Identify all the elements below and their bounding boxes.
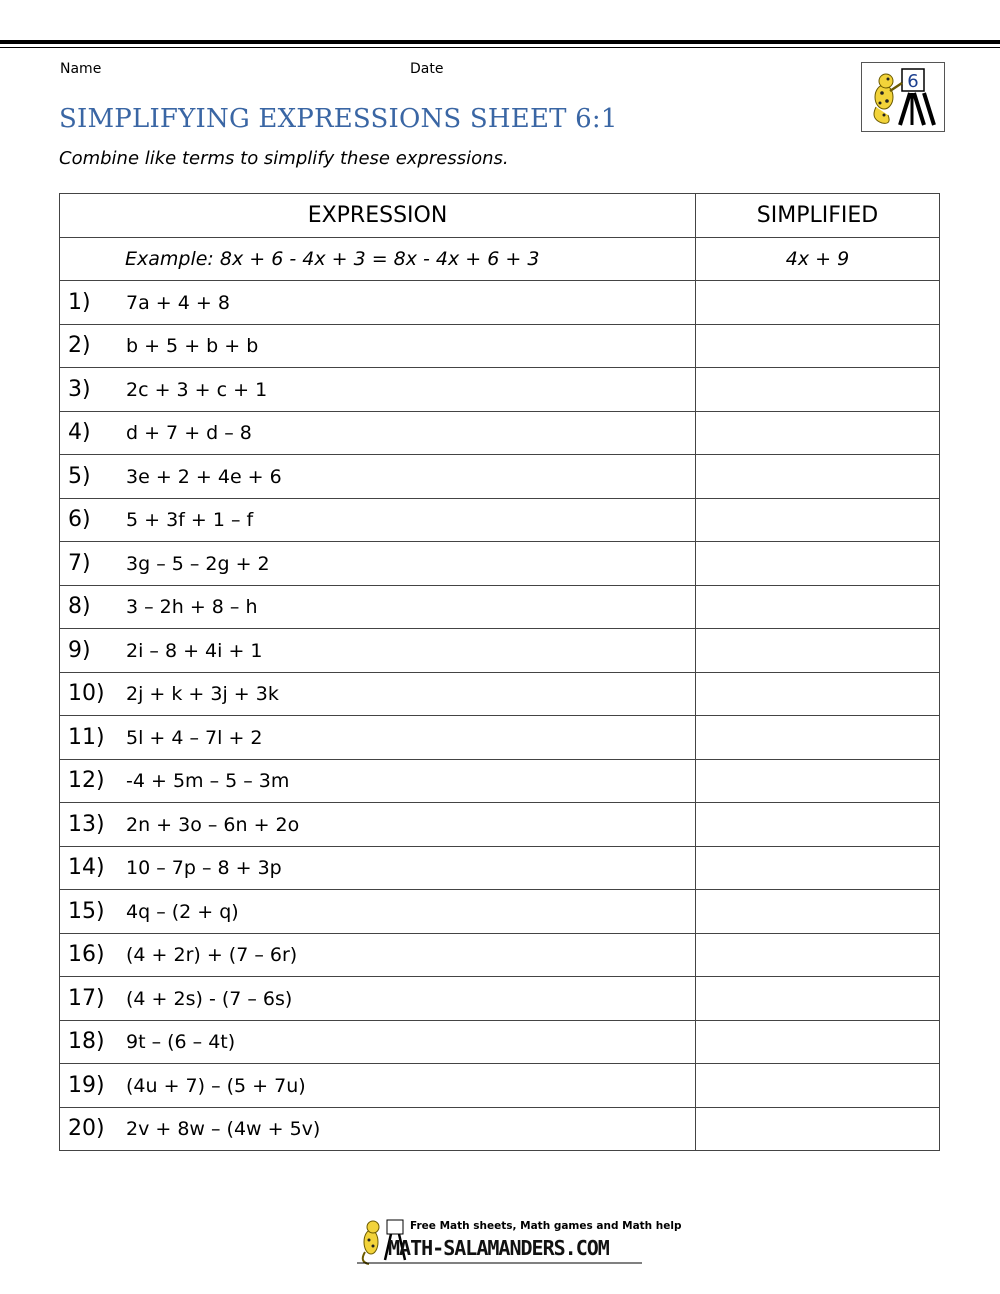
question-row [60, 803, 940, 847]
column-header-simplified: SIMPLIFIED [696, 194, 940, 238]
answer-cell[interactable] [696, 498, 940, 542]
question-row [60, 1020, 940, 1064]
top-rule-thin [0, 47, 1000, 48]
answer-cell[interactable] [696, 846, 940, 890]
question-row [60, 368, 940, 412]
answer-cell[interactable] [696, 368, 940, 412]
question-number: 15) [68, 898, 105, 924]
question-expression: 2v + 8w – (4w + 5v) [126, 1118, 321, 1141]
question-number: 2) [68, 333, 91, 359]
question-number: 7) [68, 550, 91, 576]
question-expression: 7a + 4 + 8 [126, 291, 230, 314]
question-expression: 3e + 2 + 4e + 6 [126, 465, 282, 488]
question-number: 4) [68, 420, 91, 446]
answer-cell[interactable] [696, 803, 940, 847]
question-row [60, 846, 940, 890]
answer-cell[interactable] [696, 1107, 940, 1151]
question-expression-cell [60, 846, 696, 890]
question-expression: (4u + 7) – (5 + 7u) [126, 1074, 306, 1097]
question-expression-cell [60, 411, 696, 455]
question-number: 10) [68, 681, 105, 707]
question-expression-cell [60, 324, 696, 368]
question-expression: d + 7 + d – 8 [126, 422, 252, 445]
question-row [60, 498, 940, 542]
column-header-expression: EXPRESSION [60, 194, 696, 238]
question-number: 1) [68, 289, 91, 315]
example-answer: 4x + 9 [696, 237, 940, 281]
question-row [60, 629, 940, 673]
question-row [60, 759, 940, 803]
question-expression: 5l + 4 – 7l + 2 [126, 726, 263, 749]
question-row [60, 890, 940, 934]
question-expression-cell [60, 1107, 696, 1151]
question-expression-cell [60, 716, 696, 760]
example-expression: 8x + 6 - 4x + 3 = 8x - 4x + 6 + 3 [219, 247, 540, 270]
answer-cell[interactable] [696, 716, 940, 760]
question-expression-cell [60, 1020, 696, 1064]
question-expression: 2c + 3 + c + 1 [126, 378, 268, 401]
question-expression-cell [60, 1064, 696, 1108]
salamander-logo [861, 62, 945, 132]
question-number: 12) [68, 768, 105, 794]
question-expression-cell [60, 498, 696, 542]
question-expression-cell [60, 542, 696, 586]
answer-cell[interactable] [696, 1020, 940, 1064]
answer-cell[interactable] [696, 977, 940, 1021]
question-row [60, 1107, 940, 1151]
table-header-row [60, 194, 940, 238]
answer-cell[interactable] [696, 629, 940, 673]
question-number: 16) [68, 942, 105, 968]
top-rule [0, 40, 1000, 44]
page-title: SIMPLIFYING EXPRESSIONS SHEET 6:1 [59, 104, 618, 134]
question-expression-cell [60, 629, 696, 673]
question-expression-cell [60, 933, 696, 977]
question-number: 13) [68, 811, 105, 837]
worksheet-table [59, 193, 940, 1151]
question-row [60, 411, 940, 455]
question-number: 5) [68, 463, 91, 489]
question-row [60, 1064, 940, 1108]
answer-cell[interactable] [696, 542, 940, 586]
answer-cell[interactable] [696, 324, 940, 368]
question-expression: 4q – (2 + q) [126, 900, 239, 923]
question-row [60, 324, 940, 368]
salamander-easel-icon [862, 63, 944, 131]
instructions: Combine like terms to simplify these expressions. [59, 148, 509, 169]
question-expression: 10 – 7p – 8 + 3p [126, 857, 282, 880]
question-expression-cell [60, 368, 696, 412]
question-number: 14) [68, 855, 105, 881]
question-expression: 2n + 3o – 6n + 2o [126, 813, 300, 836]
answer-cell[interactable] [696, 933, 940, 977]
answer-cell[interactable] [696, 1064, 940, 1108]
question-expression-cell [60, 890, 696, 934]
answer-cell[interactable] [696, 411, 940, 455]
question-expression: -4 + 5m – 5 – 3m [126, 770, 290, 793]
answer-cell[interactable] [696, 585, 940, 629]
footer-site: MATH-SALAMANDERS.COM [388, 1236, 609, 1260]
question-number: 17) [68, 985, 105, 1011]
answer-cell[interactable] [696, 890, 940, 934]
example-prefix: Example: [125, 247, 214, 270]
question-expression-cell [60, 281, 696, 325]
question-expression: (4 + 2r) + (7 – 6r) [126, 944, 298, 967]
question-expression-cell [60, 455, 696, 499]
question-number: 11) [68, 724, 105, 750]
question-expression-cell [60, 977, 696, 1021]
question-number: 6) [68, 507, 91, 533]
question-expression: (4 + 2s) - (7 – 6s) [126, 987, 293, 1010]
example-expression-cell [60, 237, 696, 281]
question-expression: 9t – (6 – 4t) [126, 1031, 236, 1054]
question-expression: 3g – 5 – 2g + 2 [126, 552, 270, 575]
question-number: 18) [68, 1029, 105, 1055]
question-expression: b + 5 + b + b [126, 335, 259, 358]
answer-cell[interactable] [696, 672, 940, 716]
logo-grade: 6 [907, 71, 919, 92]
answer-cell[interactable] [696, 281, 940, 325]
example-row [60, 237, 940, 281]
question-row [60, 672, 940, 716]
question-expression-cell [60, 672, 696, 716]
question-expression-cell [60, 759, 696, 803]
question-number: 19) [68, 1072, 105, 1098]
question-number: 20) [68, 1116, 105, 1142]
question-row [60, 281, 940, 325]
answer-cell[interactable] [696, 455, 940, 499]
name-label: Name [60, 61, 102, 77]
question-row [60, 455, 940, 499]
question-expression-cell [60, 803, 696, 847]
question-row [60, 585, 940, 629]
question-row [60, 977, 940, 1021]
date-label: Date [410, 61, 444, 77]
question-number: 9) [68, 637, 91, 663]
question-expression: 2j + k + 3j + 3k [126, 683, 279, 706]
question-expression: 5 + 3f + 1 – f [126, 509, 254, 532]
question-expression: 2i – 8 + 4i + 1 [126, 639, 263, 662]
question-row [60, 716, 940, 760]
footer-tagline: Free Math sheets, Math games and Math help [410, 1220, 682, 1232]
question-number: 3) [68, 376, 91, 402]
answer-cell[interactable] [696, 759, 940, 803]
question-expression: 3 – 2h + 8 – h [126, 596, 258, 619]
question-expression-cell [60, 585, 696, 629]
question-row [60, 542, 940, 586]
question-number: 8) [68, 594, 91, 620]
question-row [60, 933, 940, 977]
